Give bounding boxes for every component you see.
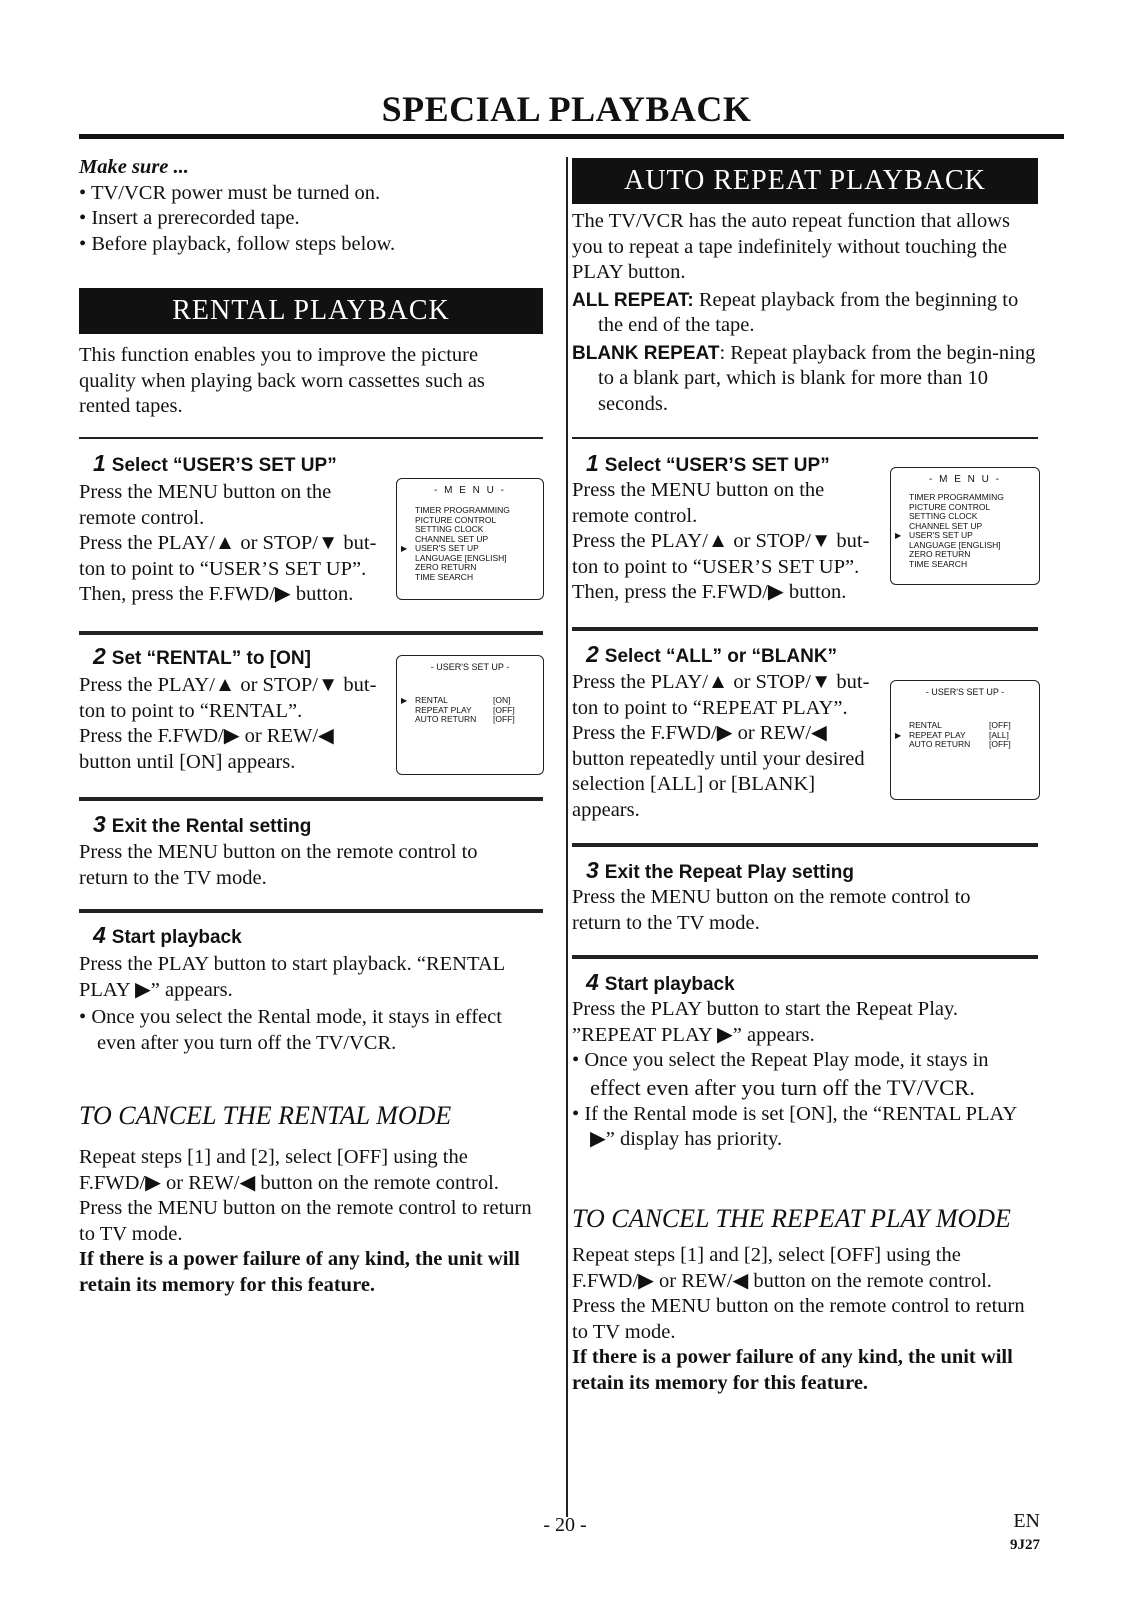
column-divider — [566, 157, 568, 1517]
menu-item: TIMER PROGRAMMING — [415, 505, 510, 515]
menu-item-selected: ▶ RENTAL [ON] — [401, 695, 511, 705]
cancel-repeat-heading: TO CANCEL THE REPEAT PLAY MODE — [572, 1204, 1011, 1233]
cancel-repeat-text: Repeat steps [1] and [2], select [OFF] using the F.FWD/▶ or REW/◀ button on the remote control. Press the MENU button on the remote control to return to TV mode. If there is a power failure of any kind, the unit will retain its memory for this feature. — [572, 1243, 1042, 1396]
list-item: • Before playback, follow steps below. — [79, 232, 396, 255]
menu-title: - M E N U - — [434, 485, 506, 496]
menu-title: - USER'S SET UP - — [430, 662, 510, 672]
step-1-heading: 1 Select “USER’S SET UP” — [586, 450, 830, 476]
menu-title: - USER'S SET UP - — [925, 687, 1005, 697]
step-divider — [79, 631, 543, 635]
step-divider — [79, 437, 543, 439]
step-divider — [572, 843, 1038, 847]
menu-item: PICTURE CONTROL — [415, 514, 497, 525]
menu-item-selected: ▶ USER'S SET UP — [401, 543, 479, 553]
menu-item-selected: ▶ REPEAT PLAY [ALL] — [895, 729, 1009, 740]
menu-item: AUTO RETURN [OFF] — [415, 714, 515, 724]
make-sure-block — [79, 155, 549, 257]
page-title: SPECIAL PLAYBACK — [381, 89, 752, 129]
step-4-heading: 4 Start playback — [586, 969, 735, 995]
list-item: • TV/VCR power must be turned on. — [79, 181, 381, 204]
pointer-icon: ▶ — [401, 544, 408, 553]
page-number: - 20 - — [543, 1514, 587, 1536]
step-divider — [572, 955, 1038, 959]
menu-item: SETTING CLOCK — [415, 524, 484, 534]
memory-note: If there is a power failure of any kind, the unit will retain its memory for this feature. — [572, 1346, 1013, 1394]
step-divider — [572, 437, 1038, 439]
step-divider — [79, 909, 543, 913]
language-label: EN — [1013, 1510, 1040, 1532]
pointer-icon: ▶ — [895, 531, 902, 540]
pointer-icon: ▶ — [895, 730, 902, 740]
step-4-text: Press the PLAY button to start playback. “RENTAL PLAY ▶” appears. • Once you select the Rental mode, it stays in effect even after you turn off the TV/VCR. — [79, 953, 505, 1054]
cancel-rental-heading: TO CANCEL THE RENTAL MODE — [79, 1101, 452, 1130]
step-2-heading: 2 Set “RENTAL” to [ON] — [93, 643, 311, 669]
menu-item: LANGUAGE [ENGLISH] — [415, 552, 507, 563]
menu-title: - M E N U - — [929, 474, 1001, 485]
step-1-heading: 1 Select “USER’S SET UP” — [93, 450, 337, 476]
menu-item: CHANNEL SET UP — [415, 533, 489, 544]
step-2-text: Press the PLAY/▲ or STOP/▼ but- ton to point to “REPEAT PLAY”. Press the F.FWD/▶ or REW/◀ button repeatedly until your desired selection [ALL] or [BLANK] appears. — [572, 671, 870, 821]
menu-item: CHANNEL SET UP — [909, 520, 983, 531]
memory-note: If there is a power failure of any kind, the unit will retain its memory for this feature. — [79, 1248, 520, 1296]
step-3-heading: 3 Exit the Repeat Play setting — [586, 857, 854, 883]
menu-item: ZERO RETURN — [415, 562, 477, 572]
menu-item: TIME SEARCH — [415, 571, 474, 582]
step-4-text: Press the PLAY button to start the Repeat Play. ”REPEAT PLAY ▶” appears. • Once you select the Repeat Play mode, it stays in effect even after you turn off the TV/VCR. • If the Rental mode is set [ON], the “RENTAL PLAY ▶” display has priority. — [572, 998, 1017, 1150]
menu-item: AUTO RETURN [OFF] — [909, 739, 1011, 749]
menu-item: TIME SEARCH — [909, 558, 968, 569]
rental-intro: This function enables you to improve the picture quality when playing back worn cassettes such as rented tapes. — [79, 344, 485, 417]
menu-item: SETTING CLOCK — [909, 511, 978, 521]
menu-item: PICTURE CONTROL — [909, 501, 991, 512]
cancel-rental-text: Repeat steps [1] and [2], select [OFF] using the F.FWD/▶ or REW/◀ button on the remote control. Press the MENU button on the remote control to return to TV mode. If there is a power failure of any kind, the unit will retain its memory for this feature. — [79, 1145, 539, 1298]
menu-item: LANGUAGE [ENGLISH] — [909, 539, 1001, 550]
step-2-heading: 2 Select “ALL” or “BLANK” — [586, 641, 838, 667]
auto-repeat-intro: The TV/VCR has the auto repeat function that allows you to repeat a tape indefinitely without touching the PLAY button. ALL REPEAT: Repeat playback from the beginning to the end of the tape. BLANK REPEAT: Repeat playback from the begin-ning to a blank part, which is blank for more than 10 seconds. — [572, 210, 1036, 415]
pointer-icon: ▶ — [401, 696, 408, 705]
step-1-text: Press the MENU button on the remote control. Press the PLAY/▲ or STOP/▼ but- ton to point to “USER’S SET UP”. Then, press the F.FWD/▶ button. — [79, 481, 377, 605]
step-divider — [79, 797, 543, 801]
step-3-text: Press the MENU button on the remote control to return to the TV mode. — [572, 886, 971, 934]
menu-item: RENTAL [OFF] — [909, 720, 1011, 730]
rental-playback-banner: RENTAL PLAYBACK — [79, 288, 543, 334]
menu-item: TIMER PROGRAMMING — [909, 492, 1004, 502]
list-item: • Insert a prerecorded tape. — [79, 207, 300, 229]
menu-item-selected: ▶ USER'S SET UP — [895, 530, 973, 540]
menu-screen — [396, 478, 544, 600]
step-2-text: Press the PLAY/▲ or STOP/▼ but- ton to point to “RENTAL”. Press the F.FWD/▶ or REW/◀ button until [ON] appears. — [79, 674, 377, 773]
step-4-heading: 4 Start playback — [93, 922, 242, 948]
menu-item: REPEAT PLAY [OFF] — [415, 704, 515, 715]
step-3-heading: 3 Exit the Rental setting — [93, 811, 312, 837]
step-3-text: Press the MENU button on the remote control to return to the TV mode. — [79, 841, 478, 889]
title-rule — [79, 134, 1064, 139]
make-sure-heading: Make sure ... — [79, 156, 189, 178]
auto-repeat-banner: AUTO REPEAT PLAYBACK — [572, 158, 1038, 204]
users-setup-screen — [890, 680, 1040, 800]
menu-item: ZERO RETURN — [909, 549, 971, 559]
model-code: 9J27 — [1010, 1537, 1040, 1553]
menu-screen — [890, 467, 1040, 585]
users-setup-screen — [396, 655, 544, 775]
step-1-text: Press the MENU button on the remote control. Press the PLAY/▲ or STOP/▼ but- ton to point to “USER’S SET UP”. Then, press the F.FWD/▶ button. — [572, 479, 870, 603]
step-divider — [572, 627, 1038, 631]
